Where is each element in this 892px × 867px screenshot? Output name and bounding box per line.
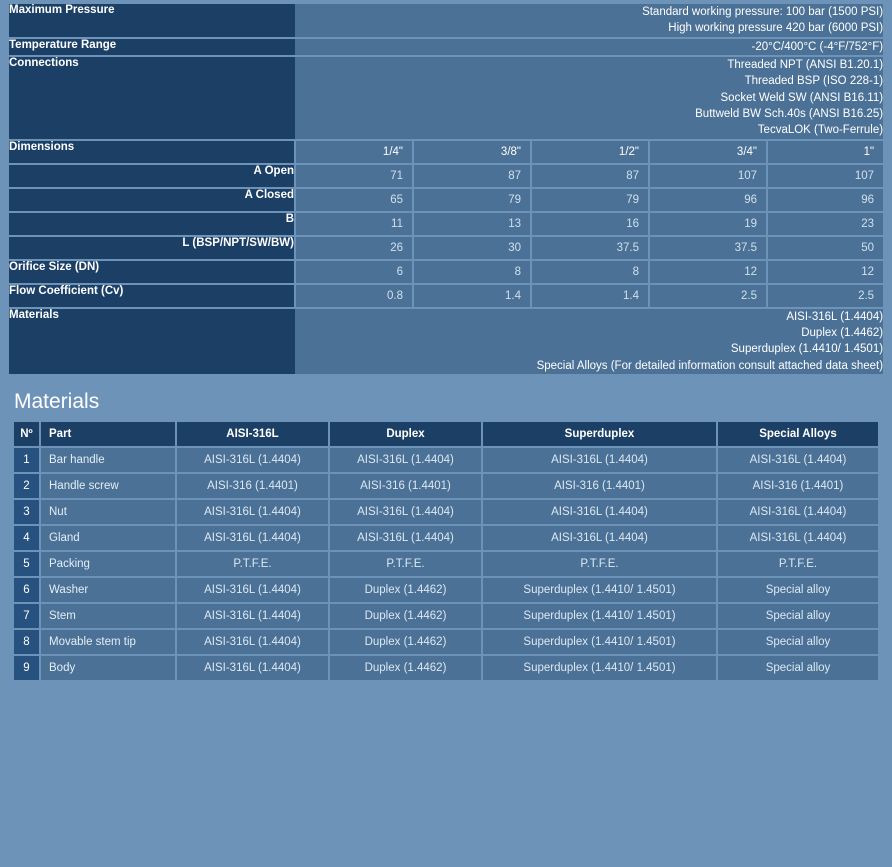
spec-value-line: Socket Weld SW (ANSI B16.11) — [720, 91, 884, 104]
column-header-aisi316l: AISI-316L — [176, 422, 329, 447]
spec-label: L (BSP/NPT/SW/BW) — [9, 236, 295, 260]
materials-table-header-row — [14, 422, 878, 447]
cell-duplex: Duplex (1.4462) — [329, 655, 482, 681]
spec-value-line: Buttweld BW Sch.40s (ANSI B16.25) — [695, 107, 884, 120]
dimension-value: 96 — [649, 188, 767, 212]
dimension-value: 1.4 — [531, 284, 649, 308]
cell-aisi316l: AISI-316L (1.4404) — [176, 629, 329, 655]
spec-row-maximum-pressure — [9, 4, 883, 38]
dimension-value: 0.8 — [295, 284, 413, 308]
spec-label: A Closed — [9, 188, 295, 212]
row-number: 1 — [14, 447, 40, 473]
row-number: 3 — [14, 499, 40, 525]
dimension-value: 2.5 — [649, 284, 767, 308]
cell-duplex: P.T.F.E. — [329, 551, 482, 577]
cell-aisi316l: AISI-316L (1.4404) — [176, 499, 329, 525]
column-header-no: Nº — [14, 422, 40, 447]
dimension-value: 30 — [413, 236, 531, 260]
spec-label: A Open — [9, 164, 295, 188]
dimension-value: 23 — [767, 212, 883, 236]
table-row — [14, 525, 878, 551]
dimension-size-header: 1/2" — [531, 140, 649, 164]
cell-aisi316l: AISI-316L (1.4404) — [176, 577, 329, 603]
spec-label: Connections — [9, 56, 295, 140]
cell-duplex: Duplex (1.4462) — [329, 577, 482, 603]
cell-special-alloys: P.T.F.E. — [717, 551, 878, 577]
row-part: Handle screw — [40, 473, 176, 499]
row-part: Movable stem tip — [40, 629, 176, 655]
dimension-value: 65 — [295, 188, 413, 212]
dimension-value: 8 — [413, 260, 531, 284]
dimension-value: 13 — [413, 212, 531, 236]
spec-row-orifice-size — [9, 260, 883, 284]
cell-special-alloys: AISI-316 (1.4401) — [717, 473, 878, 499]
spec-value-line: -20°C/400°C (-4°F/752°F) — [751, 40, 884, 53]
spec-value-line: Special Alloys (For detailed information consult attached data sheet) — [536, 359, 884, 372]
spec-label: B — [9, 212, 295, 236]
cell-superduplex: Superduplex (1.4410/ 1.4501) — [482, 655, 717, 681]
cell-duplex: AISI-316L (1.4404) — [329, 525, 482, 551]
dimension-size-header: 3/8" — [413, 140, 531, 164]
cell-superduplex: P.T.F.E. — [482, 551, 717, 577]
spec-row-connections — [9, 56, 883, 140]
cell-superduplex: Superduplex (1.4410/ 1.4501) — [482, 577, 717, 603]
row-part: Gland — [40, 525, 176, 551]
row-number: 6 — [14, 577, 40, 603]
table-row — [14, 473, 878, 499]
specification-table — [9, 4, 883, 376]
cell-superduplex: AISI-316L (1.4404) — [482, 499, 717, 525]
dimension-value: 11 — [295, 212, 413, 236]
row-number: 8 — [14, 629, 40, 655]
cell-superduplex: AISI-316L (1.4404) — [482, 447, 717, 473]
spec-label: Orifice Size (DN) — [9, 260, 295, 284]
spec-value — [295, 38, 883, 56]
dimension-value: 8 — [531, 260, 649, 284]
cell-aisi316l: P.T.F.E. — [176, 551, 329, 577]
row-part: Packing — [40, 551, 176, 577]
spec-value-line: Threaded BSP (ISO 228-1) — [744, 75, 884, 88]
row-number: 7 — [14, 603, 40, 629]
dimension-size-header: 1" — [767, 140, 883, 164]
column-header-special-alloys: Special Alloys — [717, 422, 878, 447]
column-header-duplex: Duplex — [329, 422, 482, 447]
cell-duplex: Duplex (1.4462) — [329, 629, 482, 655]
materials-table — [14, 422, 878, 682]
spec-label: Temperature Range — [9, 38, 295, 56]
cell-special-alloys: Special alloy — [717, 655, 878, 681]
cell-aisi316l: AISI-316L (1.4404) — [176, 603, 329, 629]
spec-value — [295, 4, 883, 38]
spec-label: Flow Coefficient (Cv) — [9, 284, 295, 308]
spec-row-l — [9, 236, 883, 260]
table-row — [14, 603, 878, 629]
column-header-part: Part — [40, 422, 176, 447]
dimension-value: 107 — [649, 164, 767, 188]
table-row — [14, 655, 878, 681]
spec-row-materials — [9, 308, 883, 375]
dimension-value: 107 — [767, 164, 883, 188]
dimension-value: 87 — [413, 164, 531, 188]
spec-row-flow-coefficient — [9, 284, 883, 308]
dimension-value: 87 — [531, 164, 649, 188]
row-part: Stem — [40, 603, 176, 629]
cell-aisi316l: AISI-316L (1.4404) — [176, 525, 329, 551]
spec-value-line: Threaded NPT (ANSI B1.20.1) — [727, 58, 884, 71]
cell-superduplex: Superduplex (1.4410/ 1.4501) — [482, 629, 717, 655]
cell-superduplex: AISI-316 (1.4401) — [482, 473, 717, 499]
dimension-value: 50 — [767, 236, 883, 260]
dimension-value: 37.5 — [531, 236, 649, 260]
row-part: Bar handle — [40, 447, 176, 473]
cell-special-alloys: Special alloy — [717, 577, 878, 603]
dimension-value: 79 — [531, 188, 649, 212]
cell-special-alloys: Special alloy — [717, 603, 878, 629]
spec-label: Maximum Pressure — [9, 4, 295, 38]
column-header-superduplex: Superduplex — [482, 422, 717, 447]
cell-duplex: AISI-316L (1.4404) — [329, 499, 482, 525]
cell-aisi316l: AISI-316 (1.4401) — [176, 473, 329, 499]
spec-value-line: High working pressure 420 bar (6000 PSI) — [668, 22, 884, 35]
row-part: Nut — [40, 499, 176, 525]
table-row — [14, 447, 878, 473]
spec-row-a-closed — [9, 188, 883, 212]
dimension-size-header: 3/4" — [649, 140, 767, 164]
cell-duplex: AISI-316 (1.4401) — [329, 473, 482, 499]
row-number: 9 — [14, 655, 40, 681]
spec-label: Materials — [9, 308, 295, 375]
dimension-value: 12 — [649, 260, 767, 284]
dimension-value: 1.4 — [413, 284, 531, 308]
cell-duplex: Duplex (1.4462) — [329, 603, 482, 629]
spec-row-b — [9, 212, 883, 236]
spec-value — [295, 308, 883, 375]
cell-duplex: AISI-316L (1.4404) — [329, 447, 482, 473]
dimension-size-header: 1/4" — [295, 140, 413, 164]
spec-value-line: Standard working pressure: 100 bar (1500 PSI) — [642, 6, 884, 18]
dimension-value: 2.5 — [767, 284, 883, 308]
cell-special-alloys: AISI-316L (1.4404) — [717, 525, 878, 551]
spec-value-line: Superduplex (1.4410/ 1.4501) — [730, 343, 884, 356]
spec-row-a-open — [9, 164, 883, 188]
spec-value — [295, 56, 883, 140]
row-number: 5 — [14, 551, 40, 577]
cell-special-alloys: Special alloy — [717, 629, 878, 655]
dimension-value: 37.5 — [649, 236, 767, 260]
spec-row-temperature-range — [9, 38, 883, 56]
dimension-value: 16 — [531, 212, 649, 236]
cell-superduplex: Superduplex (1.4410/ 1.4501) — [482, 603, 717, 629]
cell-superduplex: AISI-316L (1.4404) — [482, 525, 717, 551]
cell-aisi316l: AISI-316L (1.4404) — [176, 447, 329, 473]
row-part: Body — [40, 655, 176, 681]
dimension-value: 96 — [767, 188, 883, 212]
spec-value-line: Duplex (1.4462) — [801, 326, 884, 339]
spec-row-dimensions-header — [9, 140, 883, 164]
table-row — [14, 577, 878, 603]
row-number: 2 — [14, 473, 40, 499]
row-number: 4 — [14, 525, 40, 551]
row-part: Washer — [40, 577, 176, 603]
dimension-value: 71 — [295, 164, 413, 188]
table-row — [14, 499, 878, 525]
cell-special-alloys: AISI-316L (1.4404) — [717, 447, 878, 473]
cell-aisi316l: AISI-316L (1.4404) — [176, 655, 329, 681]
cell-special-alloys: AISI-316L (1.4404) — [717, 499, 878, 525]
dimension-value: 6 — [295, 260, 413, 284]
materials-section-title: Materials — [14, 389, 100, 413]
dimension-value: 26 — [295, 236, 413, 260]
dimension-value: 19 — [649, 212, 767, 236]
spec-label-dimensions: Dimensions — [9, 140, 295, 164]
table-row — [14, 551, 878, 577]
spec-value-line: AISI-316L (1.4404) — [786, 310, 884, 323]
dimension-value: 12 — [767, 260, 883, 284]
dimension-value: 79 — [413, 188, 531, 212]
spec-value-line: TecvaLOK (Two-Ferrule) — [757, 124, 884, 137]
table-row — [14, 629, 878, 655]
